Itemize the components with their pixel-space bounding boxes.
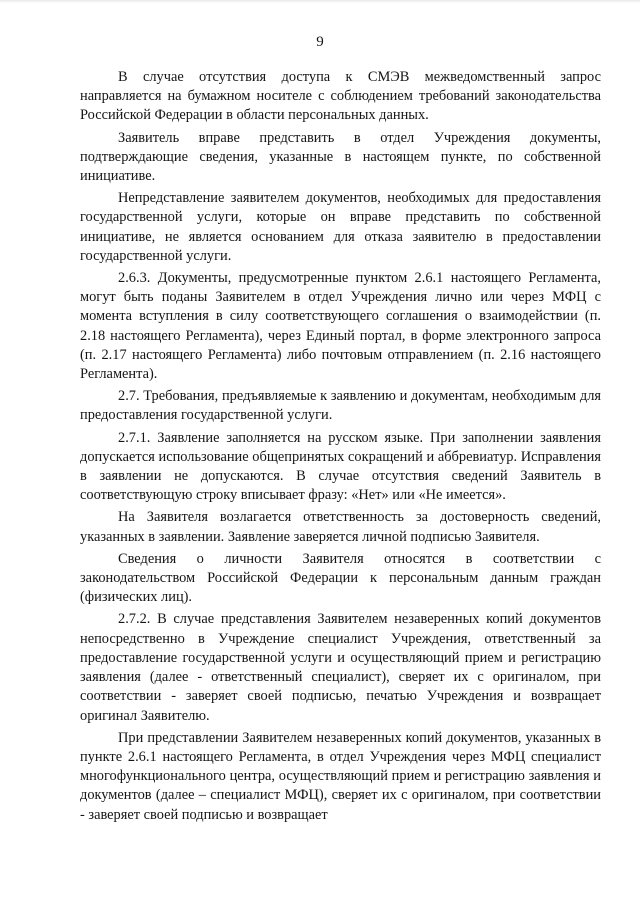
scan-edge — [0, 0, 640, 3]
document-body — [80, 68, 601, 828]
page-number: 9 — [316, 34, 324, 50]
paragraph-non-submission: Непредставление заявителем документов, необходимых для предоставления государственной услуги, которые он вправе представить по собственной инициативе, не является основанием для отказа заявителю в предоставлении государственной услуги. — [80, 190, 601, 264]
paragraph-2-6-3: 2.6.3. Документы, предусмотренные пунктом 2.6.1 настоящего Регламента, могут быть поданы Заявителем в отдел Учреждения лично или через МФЦ с момента вступления в силу соответствующего соглашения о взаимодействии (п. 2.18 настоящего Регламента), через Единый портал, в форме электронного запроса (п. 2.17 настоящего Регламента) либо почтовым отправлением (п. 2.16 настоящего Регламента). — [80, 270, 601, 383]
paragraph-2-7: 2.7. Требования, предъявляемые к заявлению и документам, необходимым для предоставления государственной услуги. — [80, 388, 601, 424]
paragraph-mfc-copies: При представлении Заявителем незаверенных копий документов, указанных в пункте 2.6.1 настоящего Регламента, в отдел Учреждения через МФЦ специалист многофункционального центра, осуществляющий прием и регистрацию заявления и документов (далее – специалист МФЦ), сверяет их с оригиналом, при соответствии - заверяет своей подписью и возвращает — [80, 729, 601, 823]
paragraph-applicant-right: Заявитель вправе представить в отдел Учреждения документы, подтверждающие сведения, указанные в настоящем пункте, по собственной инициативе. — [80, 129, 601, 185]
paragraph-personal-data: Сведения о личности Заявителя относятся в соответствии с законодательством Российской Федерации к персональным данным граждан (физических лиц). — [80, 550, 601, 606]
paragraph-smev-request: В случае отсутствия доступа к СМЭВ межведомственный запрос направляется на бумажном носителе с соблюдением требований законодательства Российской Федерации в области персональных данных. — [80, 69, 601, 124]
paragraph-responsibility: На Заявителя возлагается ответственность за достоверность сведений, указанных в заявлении. Заявление заверяется личной подписью Заявителя. — [80, 509, 601, 545]
paragraph-2-7-2: 2.7.2. В случае представления Заявителем незаверенных копий документов непосредственно в Учреждение специалист Учреждения, ответственный за предоставление государственной услуги и осуществляющий прием и регистрацию заявления (далее - ответственный специалист), сверяет их с оригиналом, при соответствии - заверяет своей подписью, печатью Учреждения и возвращает оригинал Заявителю. — [80, 611, 601, 724]
paragraph-2-7-1: 2.7.1. Заявление заполняется на русском языке. При заполнении заявления допускается использование общепринятых сокращений и аббревиатур. Исправления в заявлении не допускаются. В случае отсутствия сведений Заявитель в соответствующую строку вписывает фразу: «Нет» или «Не имеется». — [80, 429, 601, 504]
